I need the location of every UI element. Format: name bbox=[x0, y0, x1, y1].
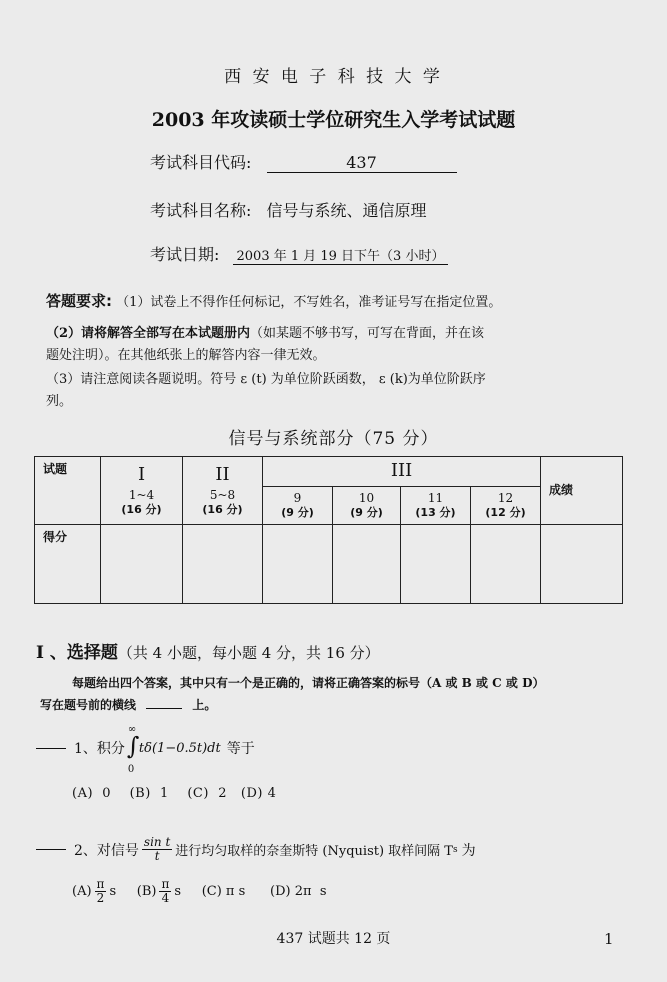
part1-instruction-line1: 每题给出四个答案，其中只有一个是正确的，请将正确答案的标号（A 或 B 或 C 或 D） bbox=[72, 676, 545, 690]
q1-text-b: 等于 bbox=[226, 741, 255, 757]
requirement-item-2-bold: （2）请将解答全部写在本试题册内 bbox=[46, 326, 251, 341]
col-part-1-range: 1~4 bbox=[128, 488, 155, 503]
col-part-1-roman: I bbox=[137, 463, 146, 485]
q2-sub-s: s bbox=[452, 844, 458, 855]
q2-number: 2、 bbox=[74, 842, 97, 859]
answer-blank-sample bbox=[146, 708, 182, 709]
q2-text-c: 为 bbox=[461, 842, 476, 859]
requirements-line5: 列。 bbox=[46, 394, 73, 409]
q1-integrand: tδ(1−0.5t)dt bbox=[138, 740, 221, 756]
q1-answer-blank[interactable] bbox=[36, 748, 66, 749]
requirements-heading: 答题要求: bbox=[46, 292, 112, 310]
section-title: 信号与系统部分（75 分） bbox=[228, 429, 439, 449]
part1-heading-row bbox=[36, 638, 380, 663]
exam-code-row bbox=[150, 150, 457, 173]
part1-heading-note: （共 4 小题，每小题 4 分，共 16 分） bbox=[117, 644, 380, 662]
score-cell-9[interactable] bbox=[263, 525, 333, 604]
score-table bbox=[34, 456, 623, 604]
requirements-line1 bbox=[46, 290, 501, 311]
q1-text-a: 积分 bbox=[96, 741, 125, 757]
sub-question-12: 12 (12 分) bbox=[471, 487, 541, 525]
q2-option-a-fraction: $\frac{\pi}{2}$ bbox=[96, 877, 105, 906]
requirement-item-1: （1）试卷上不得作任何标记，不写姓名，准考证号写在指定位置。 bbox=[116, 295, 502, 310]
requirements-line2 bbox=[46, 322, 484, 341]
q1-options: (A) 0 (B) 1 (C) 2 (D) 4 bbox=[72, 786, 277, 801]
q1-number: 1、 bbox=[74, 741, 97, 757]
question-1 bbox=[36, 724, 255, 775]
q2-signal-fraction: $\frac{\text{sin t}}{t}$ bbox=[143, 835, 171, 864]
score-cell-12[interactable] bbox=[471, 525, 541, 604]
exam-code-value: 437 bbox=[267, 153, 457, 173]
score-cell-total[interactable] bbox=[541, 525, 623, 604]
requirements-line4: （3）请注意阅读各题说明。符号 ε (t) 为单位阶跃函数， ε (k)为单位阶跃序 bbox=[46, 372, 486, 387]
sub-question-11: 11 (13 分) bbox=[401, 487, 471, 525]
q2-option-a-label: (A) bbox=[72, 884, 92, 900]
col-part-3: III bbox=[263, 457, 541, 487]
exam-subject-row bbox=[150, 198, 427, 221]
q2-text-a: 对信号 bbox=[96, 842, 139, 859]
col-part-2-roman: II bbox=[215, 463, 230, 485]
q2-text-b: 进行均匀取样的奈奎斯特 (Nyquist) 取样间隔 T bbox=[175, 844, 453, 860]
col-part-2-points: (16 分) bbox=[202, 503, 243, 517]
col-part-1 bbox=[101, 457, 183, 525]
col-part-2-range: 5~8 bbox=[209, 488, 236, 503]
exam-date-label: 考试日期: bbox=[150, 245, 220, 264]
row-label-score: 得分 bbox=[35, 525, 101, 604]
total-score-label: 成绩 bbox=[541, 457, 623, 525]
page-number: 1 bbox=[604, 930, 614, 948]
q2-option-c-d: s (C) π s (D) 2π s bbox=[174, 884, 327, 900]
score-cell-part-2[interactable] bbox=[183, 525, 263, 604]
score-cell-part-1[interactable] bbox=[101, 525, 183, 604]
page-footer-text: 437 试题共 12 页 bbox=[276, 931, 391, 947]
sub-question-10: 10 (9 分) bbox=[333, 487, 401, 525]
row-label-question: 试题 bbox=[35, 457, 101, 525]
part1-heading: I 、选择题 bbox=[36, 643, 118, 663]
exam-title: 2003 年攻读硕士学位研究生入学考试试题 bbox=[151, 109, 516, 131]
score-cell-11[interactable] bbox=[401, 525, 471, 604]
col-part-2 bbox=[183, 457, 263, 525]
university-name: 西 安 电 子 科 技 大 学 bbox=[224, 67, 443, 87]
question-2 bbox=[36, 836, 476, 863]
q2-options bbox=[72, 878, 327, 905]
exam-date-value: 2003 年 1 月 19 日下午（3 小时） bbox=[233, 245, 449, 265]
q2-answer-blank[interactable] bbox=[36, 849, 66, 850]
requirement-item-2-rest: （如某题不够书写，可写在背面，并在该 bbox=[250, 326, 485, 341]
q2-option-b-label: s (B) bbox=[109, 884, 157, 900]
part1-instruction-line2: 写在题号前的横线 上。 bbox=[40, 698, 217, 712]
requirements-line3: 题处注明）。在其他纸张上的解答内容一律无效。 bbox=[46, 348, 326, 363]
sub-question-9: 9 (9 分) bbox=[263, 487, 333, 525]
exam-subject-label: 考试科目名称: bbox=[150, 201, 252, 220]
col-part-1-points: (16 分) bbox=[121, 503, 162, 517]
integral-symbol: ∫ ∞ 0 bbox=[126, 724, 140, 775]
exam-subject-value: 信号与系统、通信原理 bbox=[266, 201, 427, 220]
exam-code-label: 考试科目代码: bbox=[150, 153, 252, 172]
exam-date-row bbox=[150, 242, 448, 265]
score-cell-10[interactable] bbox=[333, 525, 401, 604]
q2-option-b-fraction: $\frac{\pi}{4}$ bbox=[161, 877, 170, 906]
